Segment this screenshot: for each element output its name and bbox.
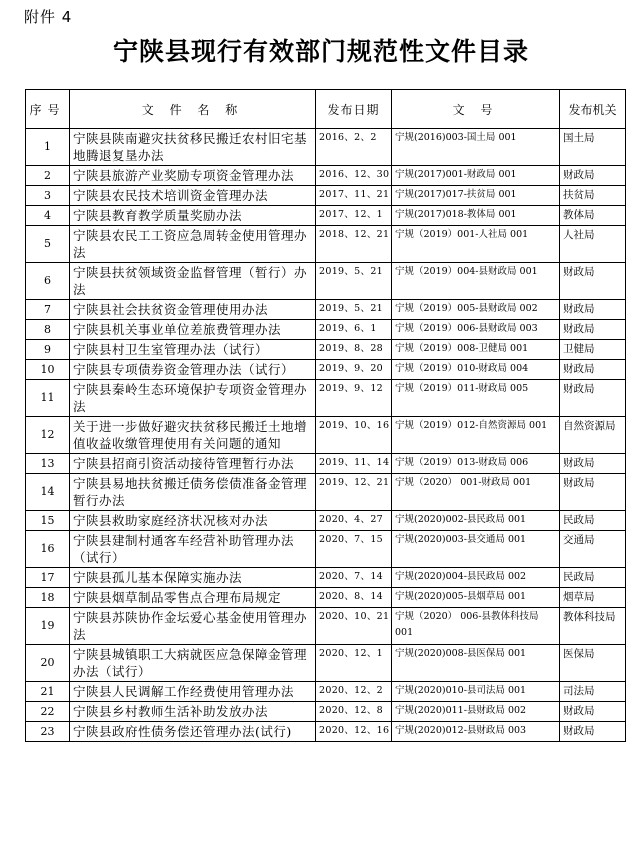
document-table bbox=[25, 89, 626, 742]
publish-date: 2018、12、21 bbox=[316, 226, 392, 263]
table-row bbox=[26, 702, 626, 722]
table-row bbox=[26, 300, 626, 320]
row-number: 1 bbox=[26, 129, 70, 166]
document-name: 宁陕县扶贫领域资金监督管理（暂行）办法 bbox=[70, 263, 316, 300]
row-number: 7 bbox=[26, 300, 70, 320]
row-number: 15 bbox=[26, 511, 70, 531]
publish-date: 2019、9、12 bbox=[316, 380, 392, 417]
document-number: 宁规（2019）012-自然资源局 001 bbox=[392, 417, 560, 454]
document-number: 宁规（2019）008-卫健局 001 bbox=[392, 340, 560, 360]
row-number: 11 bbox=[26, 380, 70, 417]
row-number: 13 bbox=[26, 454, 70, 474]
document-number: 宁规(2020)005-县烟草局 001 bbox=[392, 588, 560, 608]
document-name: 宁陕县人民调解工作经费使用管理办法 bbox=[70, 682, 316, 702]
header-org: 发布机关 bbox=[560, 90, 626, 129]
document-name: 宁陕县旅游产业奖励专项资金管理办法 bbox=[70, 166, 316, 186]
table-row bbox=[26, 417, 626, 454]
document-number: 宁规（2019）011-财政局 005 bbox=[392, 380, 560, 417]
document-number: 宁规(2017)001-财政局 001 bbox=[392, 166, 560, 186]
issuing-agency: 财政局 bbox=[560, 702, 626, 722]
publish-date: 2019、5、21 bbox=[316, 263, 392, 300]
publish-date: 2017、11、21 bbox=[316, 186, 392, 206]
document-name: 宁陕县农民技术培训资金管理办法 bbox=[70, 186, 316, 206]
issuing-agency: 烟草局 bbox=[560, 588, 626, 608]
table-row bbox=[26, 511, 626, 531]
issuing-agency: 财政局 bbox=[560, 360, 626, 380]
row-number: 3 bbox=[26, 186, 70, 206]
document-name: 宁陕县招商引资活动接待管理暂行办法 bbox=[70, 454, 316, 474]
issuing-agency: 司法局 bbox=[560, 682, 626, 702]
document-name: 宁陕县村卫生室管理办法（试行） bbox=[70, 340, 316, 360]
publish-date: 2019、12、21 bbox=[316, 474, 392, 511]
document-name: 宁陕县苏陕协作金坛爱心基金使用管理办法 bbox=[70, 608, 316, 645]
table-row bbox=[26, 454, 626, 474]
table-row bbox=[26, 360, 626, 380]
row-number: 21 bbox=[26, 682, 70, 702]
document-number: 宁规（2019）006-县财政局 003 bbox=[392, 320, 560, 340]
table-row bbox=[26, 263, 626, 300]
issuing-agency: 教体科技局 bbox=[560, 608, 626, 645]
document-number: 宁规（2019）010-财政局 004 bbox=[392, 360, 560, 380]
table-row bbox=[26, 129, 626, 166]
document-number: 宁规(2020)003-县交通局 001 bbox=[392, 531, 560, 568]
document-number: 宁规(2017)017-扶贫局 001 bbox=[392, 186, 560, 206]
row-number: 17 bbox=[26, 568, 70, 588]
table-row bbox=[26, 340, 626, 360]
table-row bbox=[26, 226, 626, 263]
publish-date: 2019、11、14 bbox=[316, 454, 392, 474]
header-no: 序号 bbox=[26, 90, 70, 129]
document-number: 宁规(2020)002-县民政局 001 bbox=[392, 511, 560, 531]
row-number: 14 bbox=[26, 474, 70, 511]
document-number: 宁规(2017)018-教体局 001 bbox=[392, 206, 560, 226]
document-number: 宁规（2019）001-人社局 001 bbox=[392, 226, 560, 263]
table-row bbox=[26, 608, 626, 645]
document-number: 宁规（2020） 001-财政局 001 bbox=[392, 474, 560, 511]
document-number: 宁规（2019）005-县财政局 002 bbox=[392, 300, 560, 320]
publish-date: 2020、7、15 bbox=[316, 531, 392, 568]
table-row bbox=[26, 722, 626, 742]
attachment-label: 附件 4 bbox=[24, 8, 73, 26]
row-number: 12 bbox=[26, 417, 70, 454]
publish-date: 2016、2、2 bbox=[316, 129, 392, 166]
issuing-agency: 财政局 bbox=[560, 320, 626, 340]
publish-date: 2017、12、1 bbox=[316, 206, 392, 226]
table-row bbox=[26, 206, 626, 226]
document-number: 宁规(2020)012-县财政局 003 bbox=[392, 722, 560, 742]
table-row bbox=[26, 682, 626, 702]
publish-date: 2016、12、30 bbox=[316, 166, 392, 186]
document-name: 宁陕县烟草制品零售点合理布局规定 bbox=[70, 588, 316, 608]
row-number: 6 bbox=[26, 263, 70, 300]
row-number: 9 bbox=[26, 340, 70, 360]
row-number: 10 bbox=[26, 360, 70, 380]
row-number: 23 bbox=[26, 722, 70, 742]
publish-date: 2020、4、27 bbox=[316, 511, 392, 531]
publish-date: 2019、5、21 bbox=[316, 300, 392, 320]
row-number: 8 bbox=[26, 320, 70, 340]
publish-date: 2019、8、28 bbox=[316, 340, 392, 360]
issuing-agency: 国土局 bbox=[560, 129, 626, 166]
issuing-agency: 财政局 bbox=[560, 454, 626, 474]
document-name: 宁陕县机关事业单位差旅费管理办法 bbox=[70, 320, 316, 340]
document-name: 宁陕县乡村教师生活补助发放办法 bbox=[70, 702, 316, 722]
publish-date: 2020、8、14 bbox=[316, 588, 392, 608]
document-name: 宁陕县社会扶贫资金管理使用办法 bbox=[70, 300, 316, 320]
document-name: 宁陕县救助家庭经济状况核对办法 bbox=[70, 511, 316, 531]
table-row bbox=[26, 568, 626, 588]
issuing-agency: 交通局 bbox=[560, 531, 626, 568]
publish-date: 2020、7、14 bbox=[316, 568, 392, 588]
issuing-agency: 财政局 bbox=[560, 263, 626, 300]
document-number: 宁规（2020） 006-县教体科技局 001 bbox=[392, 608, 560, 645]
row-number: 16 bbox=[26, 531, 70, 568]
document-name: 宁陕县秦岭生态环境保护专项资金管理办法 bbox=[70, 380, 316, 417]
header-date: 发布日期 bbox=[316, 90, 392, 129]
row-number: 20 bbox=[26, 645, 70, 682]
document-name: 宁陕县建制村通客车经营补助管理办法（试行） bbox=[70, 531, 316, 568]
issuing-agency: 财政局 bbox=[560, 722, 626, 742]
publish-date: 2020、12、1 bbox=[316, 645, 392, 682]
issuing-agency: 财政局 bbox=[560, 474, 626, 511]
document-number: 宁规(2020)008-县医保局 001 bbox=[392, 645, 560, 682]
issuing-agency: 民政局 bbox=[560, 568, 626, 588]
document-number: 宁规(2020)011-县财政局 002 bbox=[392, 702, 560, 722]
issuing-agency: 人社局 bbox=[560, 226, 626, 263]
publish-date: 2019、9、20 bbox=[316, 360, 392, 380]
table-header-row bbox=[26, 90, 626, 129]
publish-date: 2020、10、21 bbox=[316, 608, 392, 645]
table-row bbox=[26, 320, 626, 340]
row-number: 22 bbox=[26, 702, 70, 722]
document-number: 宁规(2020)004-县民政局 002 bbox=[392, 568, 560, 588]
issuing-agency: 财政局 bbox=[560, 300, 626, 320]
row-number: 4 bbox=[26, 206, 70, 226]
issuing-agency: 医保局 bbox=[560, 645, 626, 682]
publish-date: 2020、12、16 bbox=[316, 722, 392, 742]
table-row bbox=[26, 166, 626, 186]
table-row bbox=[26, 588, 626, 608]
table-row bbox=[26, 380, 626, 417]
document-name: 宁陕县易地扶贫搬迁债务偿债准备金管理暂行办法 bbox=[70, 474, 316, 511]
row-number: 18 bbox=[26, 588, 70, 608]
issuing-agency: 财政局 bbox=[560, 166, 626, 186]
table-row bbox=[26, 474, 626, 511]
issuing-agency: 扶贫局 bbox=[560, 186, 626, 206]
header-name: 文 件 名 称 bbox=[70, 90, 316, 129]
issuing-agency: 卫健局 bbox=[560, 340, 626, 360]
document-name: 宁陕县专项债券资金管理办法（试行） bbox=[70, 360, 316, 380]
publish-date: 2020、12、2 bbox=[316, 682, 392, 702]
publish-date: 2019、10、16 bbox=[316, 417, 392, 454]
row-number: 2 bbox=[26, 166, 70, 186]
issuing-agency: 自然资源局 bbox=[560, 417, 626, 454]
document-name: 宁陕县孤儿基本保障实施办法 bbox=[70, 568, 316, 588]
table-row bbox=[26, 645, 626, 682]
document-name: 宁陕县政府性债务偿还管理办法(试行) bbox=[70, 722, 316, 742]
table-row bbox=[26, 186, 626, 206]
document-number: 宁规（2019）013-财政局 006 bbox=[392, 454, 560, 474]
row-number: 5 bbox=[26, 226, 70, 263]
issuing-agency: 财政局 bbox=[560, 380, 626, 417]
publish-date: 2020、12、8 bbox=[316, 702, 392, 722]
document-number: 宁规(2016)003-国土局 001 bbox=[392, 129, 560, 166]
document-number: 宁规（2019）004-县财政局 001 bbox=[392, 263, 560, 300]
header-doc: 文 号 bbox=[392, 90, 560, 129]
issuing-agency: 民政局 bbox=[560, 511, 626, 531]
document-name: 宁陕县城镇职工大病就医应急保障金管理办法（试行） bbox=[70, 645, 316, 682]
document-name: 宁陕县教育教学质量奖励办法 bbox=[70, 206, 316, 226]
document-number: 宁规(2020)010-县司法局 001 bbox=[392, 682, 560, 702]
row-number: 19 bbox=[26, 608, 70, 645]
issuing-agency: 教体局 bbox=[560, 206, 626, 226]
table-row bbox=[26, 531, 626, 568]
document-name: 宁陕县农民工工资应急周转金使用管理办法 bbox=[70, 226, 316, 263]
page-title: 宁陕县现行有效部门规范性文件目录 bbox=[112, 37, 529, 66]
publish-date: 2019、6、1 bbox=[316, 320, 392, 340]
document-name: 关于进一步做好避灾扶贫移民搬迁土地增值收益收缴管理使用有关问题的通知 bbox=[70, 417, 316, 454]
document-name: 宁陕县陕南避灾扶贫移民搬迁农村旧宅基地腾退复垦办法 bbox=[70, 129, 316, 166]
